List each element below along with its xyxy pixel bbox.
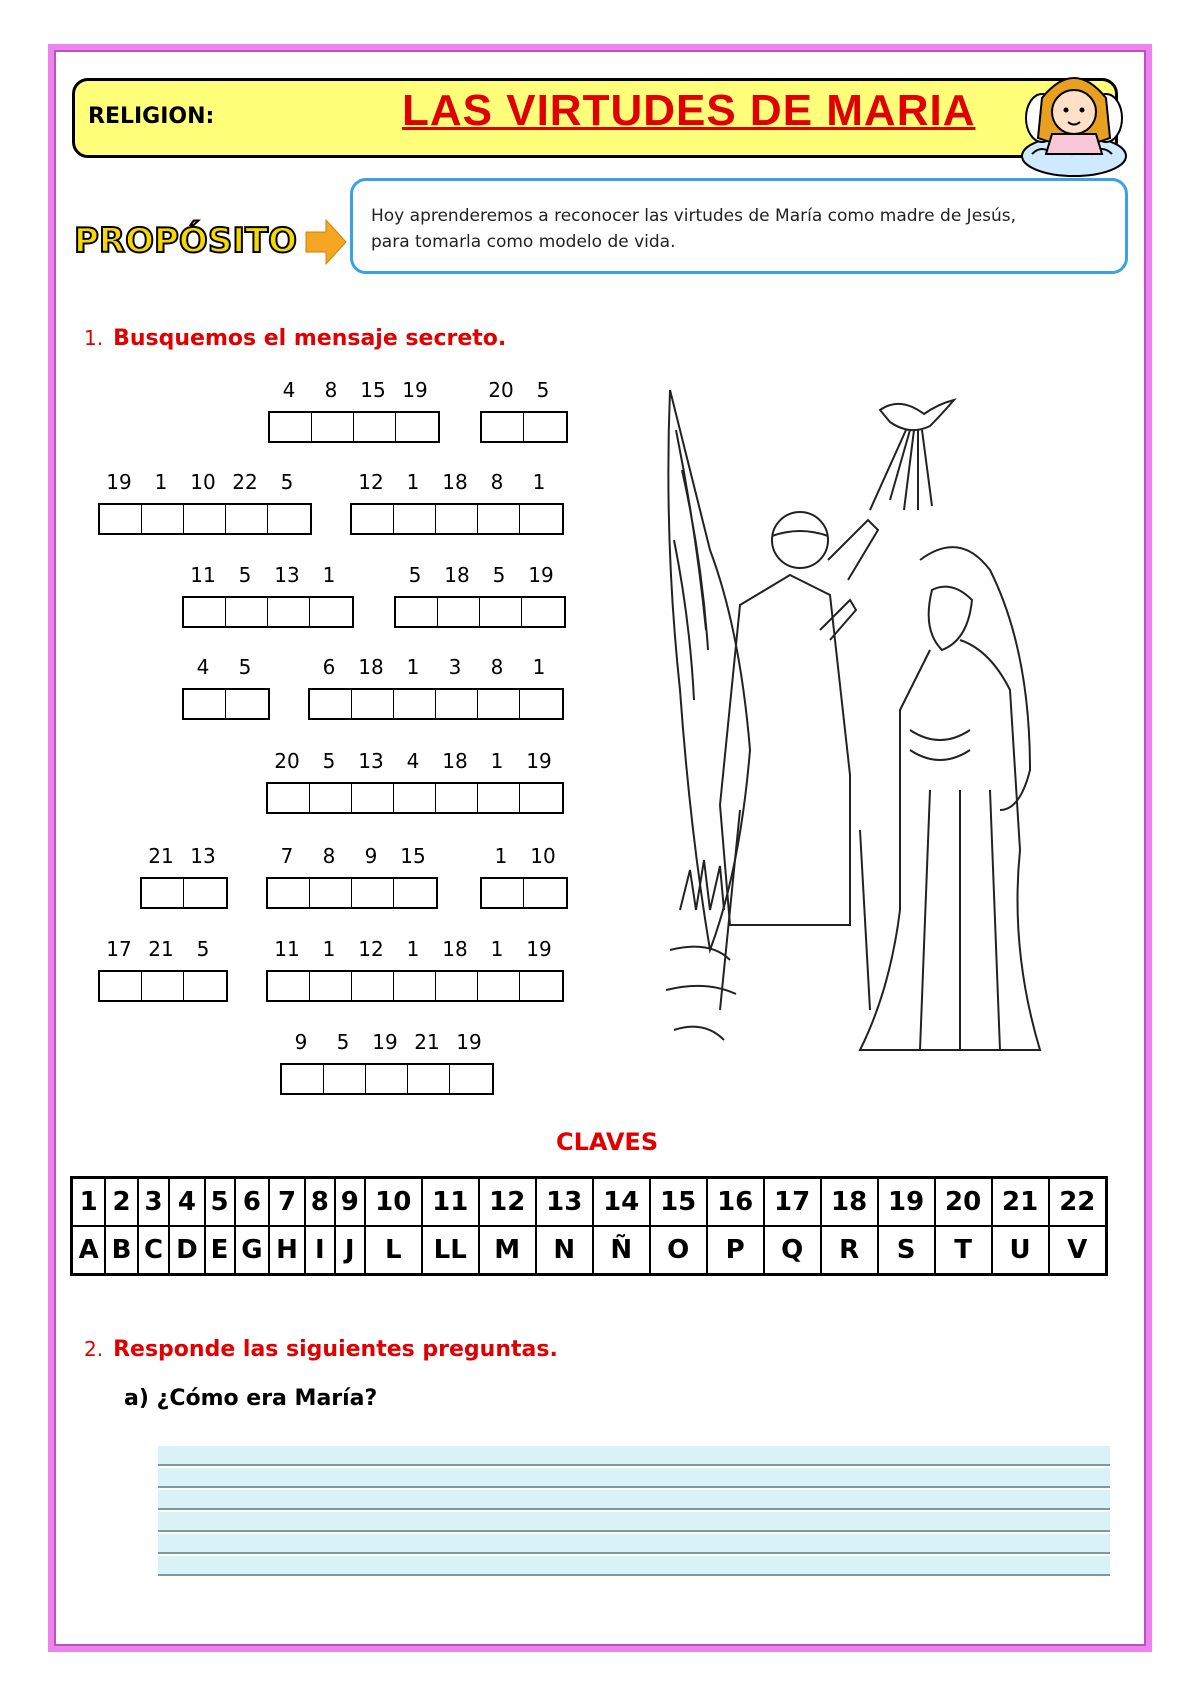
puzzle-number: 1	[532, 470, 546, 494]
letter-box[interactable]	[520, 505, 562, 533]
key-number-cell: 16	[707, 1178, 764, 1227]
puzzle-number: 12	[358, 937, 384, 961]
letter-box[interactable]	[438, 598, 480, 626]
key-letter-cell: C	[138, 1226, 169, 1275]
puzzle-word-boxes	[266, 970, 564, 1002]
answer-line[interactable]	[158, 1556, 1110, 1576]
key-letter-cell: O	[650, 1226, 707, 1275]
puzzle-number: 5	[322, 749, 336, 773]
key-table	[70, 1176, 1108, 1276]
letter-box[interactable]	[478, 505, 520, 533]
puzzle-word-boxes	[268, 411, 440, 443]
letter-box[interactable]	[352, 690, 394, 718]
letter-box[interactable]	[394, 505, 436, 533]
section1-number: 1.	[84, 326, 104, 350]
key-letters-row	[72, 1226, 1107, 1275]
puzzle-word-boxes	[308, 688, 564, 720]
puzzle-number: 19	[402, 378, 428, 402]
puzzle-word	[308, 655, 564, 720]
puzzle-number: 8	[324, 378, 338, 402]
key-number-cell: 19	[878, 1178, 935, 1227]
puzzle-number: 1	[406, 937, 420, 961]
annunciation-illustration	[660, 390, 1080, 1100]
puzzle-number: 8	[322, 844, 336, 868]
key-letter-cell: S	[878, 1226, 935, 1275]
puzzle-number: 18	[442, 470, 468, 494]
letter-box[interactable]	[352, 972, 394, 1000]
puzzle-number: 19	[528, 563, 554, 587]
purpose-text-line2: para tomarla como modelo de vida.	[371, 232, 676, 252]
puzzle-word-boxes	[280, 1063, 494, 1095]
letter-box[interactable]	[226, 690, 268, 718]
letter-box[interactable]	[436, 690, 478, 718]
puzzle-number: 1	[490, 749, 504, 773]
puzzle-number: 21	[148, 937, 174, 961]
puzzle-number: 4	[406, 749, 420, 773]
letter-box[interactable]	[524, 413, 566, 441]
key-number-cell: 2	[105, 1178, 138, 1227]
letter-box[interactable]	[268, 972, 310, 1000]
puzzle-number: 5	[492, 563, 506, 587]
puzzle-word	[140, 844, 228, 909]
letter-box[interactable]	[482, 879, 524, 907]
puzzle-word	[280, 1030, 494, 1095]
key-letter-cell: M	[479, 1226, 536, 1275]
puzzle-number: 8	[490, 470, 504, 494]
puzzle-word	[266, 749, 564, 814]
claves-title: CLAVES	[556, 1128, 659, 1156]
letter-box[interactable]	[396, 413, 438, 441]
puzzle-word	[268, 378, 440, 443]
section2-number: 2.	[84, 1337, 104, 1361]
puzzle-word	[480, 844, 568, 909]
key-number-cell: 7	[269, 1178, 304, 1227]
puzzle-number: 13	[274, 563, 300, 587]
puzzle-word-boxes	[480, 877, 568, 909]
letter-box[interactable]	[520, 972, 562, 1000]
letter-box[interactable]	[478, 972, 520, 1000]
puzzle-number: 3	[448, 655, 462, 679]
puzzle-number: 1	[494, 844, 508, 868]
letter-box[interactable]	[408, 1065, 450, 1093]
letter-box[interactable]	[352, 784, 394, 812]
page-title: LAS VIRTUDES DE MARIA	[402, 86, 976, 135]
puzzle-number: 1	[154, 470, 168, 494]
puzzle-number: 19	[526, 749, 552, 773]
puzzle-number: 1	[406, 470, 420, 494]
angel-icon	[1012, 58, 1134, 180]
letter-box[interactable]	[366, 1065, 408, 1093]
key-letter-cell: Q	[764, 1226, 821, 1275]
key-letter-cell: I	[305, 1226, 335, 1275]
letter-box[interactable]	[268, 505, 310, 533]
puzzle-word	[98, 937, 228, 1002]
puzzle-number: 5	[280, 470, 294, 494]
puzzle-word-boxes	[140, 877, 228, 909]
section2-heading: Responde las siguientes preguntas.	[113, 1337, 558, 1362]
letter-box[interactable]	[184, 972, 226, 1000]
puzzle-number: 19	[526, 937, 552, 961]
puzzle-number: 9	[364, 844, 378, 868]
puzzle-number: 5	[196, 937, 210, 961]
letter-box[interactable]	[310, 690, 352, 718]
puzzle-number: 17	[106, 937, 132, 961]
puzzle-number: 18	[442, 937, 468, 961]
puzzle-number: 1	[406, 655, 420, 679]
letter-box[interactable]	[436, 505, 478, 533]
letter-box[interactable]	[184, 690, 226, 718]
letter-box[interactable]	[142, 879, 184, 907]
letter-box[interactable]	[268, 879, 310, 907]
key-letter-cell: G	[235, 1226, 270, 1275]
letter-box[interactable]	[436, 972, 478, 1000]
puzzle-word	[266, 844, 438, 909]
puzzle-number: 10	[190, 470, 216, 494]
letter-box[interactable]	[312, 413, 354, 441]
puzzle-word-boxes	[182, 688, 270, 720]
puzzle-number: 5	[336, 1030, 350, 1054]
letter-box[interactable]	[310, 784, 352, 812]
key-number-cell: 13	[536, 1178, 593, 1227]
letter-box[interactable]	[226, 505, 268, 533]
letter-box[interactable]	[354, 413, 396, 441]
section2-title	[84, 1337, 558, 1362]
letter-box[interactable]	[268, 784, 310, 812]
puzzle-word-boxes	[480, 411, 568, 443]
puzzle-number: 21	[414, 1030, 440, 1054]
purpose-label-text: PROPÓSITO	[74, 221, 298, 261]
puzzle-word-boxes	[266, 782, 564, 814]
letter-box[interactable]	[142, 972, 184, 1000]
letter-box[interactable]	[352, 879, 394, 907]
key-number-cell: 22	[1049, 1178, 1107, 1227]
key-letter-cell: H	[269, 1226, 304, 1275]
letter-box[interactable]	[282, 1065, 324, 1093]
puzzle-word	[98, 470, 312, 535]
puzzle-number: 18	[358, 655, 384, 679]
key-number-cell: 4	[169, 1178, 204, 1227]
letter-box[interactable]	[184, 879, 226, 907]
key-letter-cell: V	[1049, 1226, 1107, 1275]
puzzle-word	[350, 470, 564, 535]
key-number-cell: 14	[593, 1178, 650, 1227]
letter-box[interactable]	[482, 413, 524, 441]
letter-box[interactable]	[100, 505, 142, 533]
puzzle-number: 13	[358, 749, 384, 773]
puzzle-word-boxes	[182, 596, 354, 628]
puzzle-number: 5	[536, 378, 550, 402]
key-number-cell: 3	[138, 1178, 169, 1227]
letter-box[interactable]	[394, 879, 436, 907]
puzzle-word	[182, 563, 354, 628]
key-number-cell: 21	[992, 1178, 1049, 1227]
puzzle-number: 1	[322, 937, 336, 961]
letter-box[interactable]	[226, 598, 268, 626]
answer-line[interactable]	[158, 1446, 1110, 1466]
puzzle-number: 20	[274, 749, 300, 773]
puzzle-word-boxes	[266, 877, 438, 909]
puzzle-number: 12	[358, 470, 384, 494]
key-number-cell: 9	[335, 1178, 365, 1227]
puzzle-number: 6	[322, 655, 336, 679]
letter-box[interactable]	[522, 598, 564, 626]
key-number-cell: 15	[650, 1178, 707, 1227]
puzzle-number: 19	[456, 1030, 482, 1054]
puzzle-number: 18	[444, 563, 470, 587]
puzzle-number: 1	[532, 655, 546, 679]
puzzle-number: 15	[400, 844, 426, 868]
answer-lines	[158, 1446, 1110, 1582]
puzzle-number: 10	[530, 844, 556, 868]
letter-box[interactable]	[184, 598, 226, 626]
puzzle-number: 5	[238, 655, 252, 679]
key-letter-cell: N	[536, 1226, 593, 1275]
puzzle-word	[480, 378, 568, 443]
letter-box[interactable]	[310, 879, 352, 907]
key-number-cell: 11	[422, 1178, 479, 1227]
letter-box[interactable]	[184, 505, 226, 533]
puzzle-number: 19	[372, 1030, 398, 1054]
letter-box[interactable]	[310, 598, 352, 626]
letter-box[interactable]	[352, 505, 394, 533]
letter-box[interactable]	[436, 784, 478, 812]
puzzle-word	[394, 563, 566, 628]
key-letter-cell: A	[72, 1226, 106, 1275]
letter-box[interactable]	[520, 784, 562, 812]
puzzle-word-boxes	[98, 970, 228, 1002]
key-number-cell: 8	[305, 1178, 335, 1227]
answer-line[interactable]	[158, 1512, 1110, 1532]
puzzle-word-boxes	[350, 503, 564, 535]
puzzle-number: 22	[232, 470, 258, 494]
key-letter-cell: Ñ	[593, 1226, 650, 1275]
puzzle-word	[266, 937, 564, 1002]
letter-box[interactable]	[394, 784, 436, 812]
letter-box[interactable]	[324, 1065, 366, 1093]
puzzle-number: 11	[274, 937, 300, 961]
letter-box[interactable]	[450, 1065, 492, 1093]
letter-box[interactable]	[480, 598, 522, 626]
puzzle-number: 4	[282, 378, 296, 402]
purpose-heading	[70, 212, 300, 262]
puzzle-number: 1	[322, 563, 336, 587]
letter-box[interactable]	[394, 690, 436, 718]
key-number-cell: 1	[72, 1178, 106, 1227]
puzzle-word-boxes	[98, 503, 312, 535]
puzzle-number: 9	[294, 1030, 308, 1054]
key-letter-cell: U	[992, 1226, 1049, 1275]
puzzle-number: 15	[360, 378, 386, 402]
puzzle-number: 21	[148, 844, 174, 868]
puzzle-word	[182, 655, 270, 720]
arrow-right-icon	[304, 218, 348, 266]
puzzle-number: 19	[106, 470, 132, 494]
puzzle-number: 5	[238, 563, 252, 587]
letter-box[interactable]	[520, 690, 562, 718]
key-number-cell: 20	[935, 1178, 992, 1227]
key-letter-cell: L	[365, 1226, 422, 1275]
puzzle-number: 5	[408, 563, 422, 587]
puzzle-number: 11	[190, 563, 216, 587]
puzzle-number: 20	[488, 378, 514, 402]
key-number-cell: 17	[764, 1178, 821, 1227]
puzzle-number: 8	[490, 655, 504, 679]
key-number-cell: 5	[205, 1178, 235, 1227]
key-letter-cell: J	[335, 1226, 365, 1275]
key-letter-cell: LL	[422, 1226, 479, 1275]
key-number-cell: 18	[821, 1178, 878, 1227]
key-number-cell: 10	[365, 1178, 422, 1227]
puzzle-number: 18	[442, 749, 468, 773]
subject-label: RELIGION:	[88, 104, 215, 129]
answer-line[interactable]	[158, 1534, 1110, 1554]
letter-box[interactable]	[478, 784, 520, 812]
letter-box[interactable]	[270, 413, 312, 441]
puzzle-number: 4	[196, 655, 210, 679]
letter-box[interactable]	[394, 972, 436, 1000]
letter-box[interactable]	[310, 972, 352, 1000]
key-number-cell: 6	[235, 1178, 270, 1227]
answer-line[interactable]	[158, 1490, 1110, 1510]
puzzle-word-boxes	[394, 596, 566, 628]
letter-box[interactable]	[478, 690, 520, 718]
key-numbers-row	[72, 1178, 1107, 1227]
key-letter-cell: B	[105, 1226, 138, 1275]
purpose-box	[350, 178, 1128, 274]
key-letter-cell: E	[205, 1226, 235, 1275]
letter-box[interactable]	[396, 598, 438, 626]
key-letter-cell: R	[821, 1226, 878, 1275]
key-number-cell: 12	[479, 1178, 536, 1227]
key-letter-cell: T	[935, 1226, 992, 1275]
puzzle-number: 1	[490, 937, 504, 961]
letter-box[interactable]	[268, 598, 310, 626]
letter-box[interactable]	[142, 505, 184, 533]
purpose-text-line1: Hoy aprenderemos a reconocer las virtudes de María como madre de Jesús,	[371, 206, 1017, 226]
puzzle-number: 13	[190, 844, 216, 868]
key-letter-cell: D	[169, 1226, 204, 1275]
key-letter-cell: P	[707, 1226, 764, 1275]
answer-line[interactable]	[158, 1468, 1110, 1488]
question-a: a) ¿Cómo era María?	[124, 1386, 378, 1411]
puzzle-number: 7	[280, 844, 294, 868]
letter-box[interactable]	[524, 879, 566, 907]
letter-box[interactable]	[100, 972, 142, 1000]
section1-title	[84, 326, 506, 351]
section1-heading: Busquemos el mensaje secreto.	[113, 326, 507, 351]
